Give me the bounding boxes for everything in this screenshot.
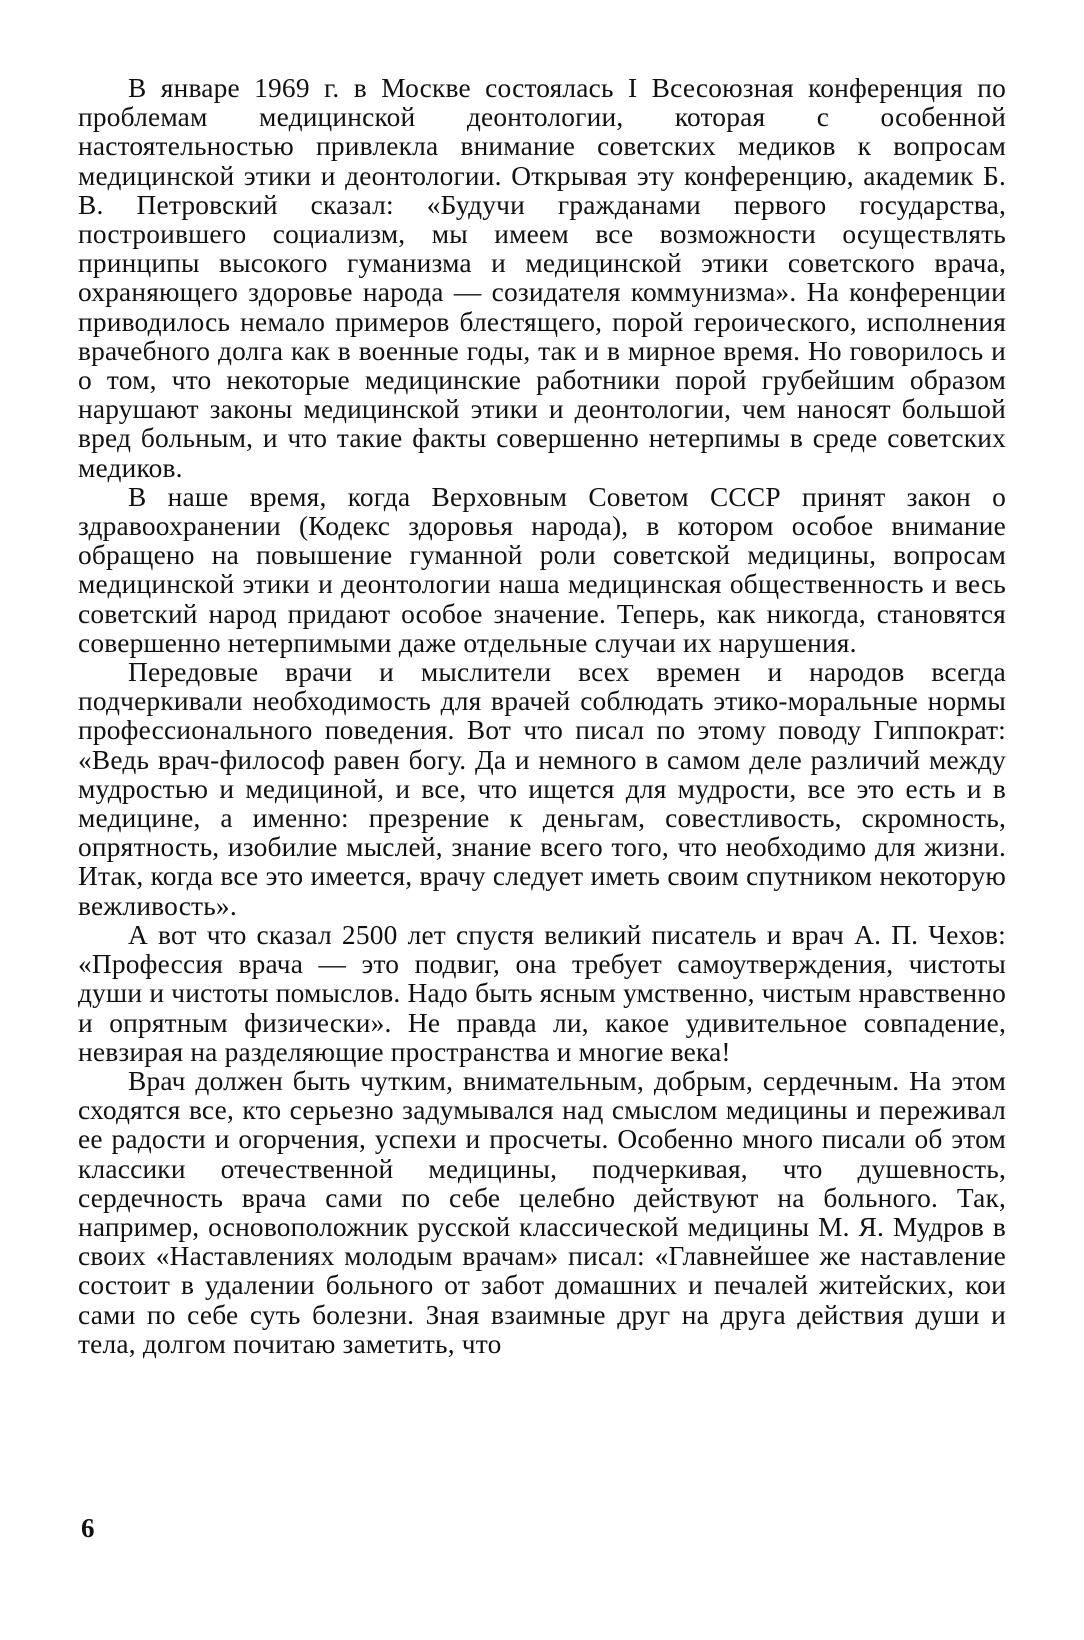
paragraph-3: Передовые врачи и мыслители всех времен и народов всегда подчеркивали необходимость для врачей соблюдать этико-моральные нормы профессионального поведения. Вот что писал по этому поводу Гиппократ: «Ведь врач-философ равен богу. Да и немного в самом деле различий между мудростью и медициной, и все, что ищется для мудрости, все это есть и в медицине, а именно: презрение к деньгам, совестливость, скромность, опрятность, изобилие мыслей, знание всего того, что необходимо для жизни. Итак, когда все это имеется, врачу следует иметь своим спутником некоторую вежливость». [78,657,1006,921]
paragraph-1: В январе 1969 г. в Москве состоялась I Всесоюзная конференция по проблемам медицинской деонтологии, которая с особенной настоятельностью привлекла внимание советских медиков к вопросам медицинской этики и деонтологии. Открывая эту конференцию, академик Б. В. Петровский сказал: «Будучи гражданами первого государства, построившего социализм, мы имеем все возможности осуществлять принципы высокого гуманизма и медицинской этики советского врача, охраняющего здоровье народа — созидателя коммунизма». На конференции приводилось немало примеров блестящего, порой героического, исполнения врачебного долга как в военные годы, так и в мирное время. Но говорилось и о том, что некоторые медицинские работники порой грубейшим образом нарушают законы медицинской этики и деонтологии, чем наносят большой вред больным, и что такие факты совершенно нетерпимы в среде советских медиков. [78,73,1006,483]
paragraph-2: В наше время, когда Верховным Советом СССР принят закон о здравоохранении (Кодекс здоровья народа), в котором особое внимание обращено на повышение гуманной роли советской медицины, вопросам медицинской этики и деонтологии наша медицинская общественность и весь советский народ придают особое значение. Теперь, как никогда, становятся совершенно нетерпимыми даже отдельные случаи их нарушения. [78,481,1006,658]
paragraph-5: Врач должен быть чутким, внимательным, добрым, сердечным. На этом сходятся все, кто серьезно задумывался над смыслом медицины и переживал ее радости и огорчения, успехи и просчеты. Особенно много писали об этом классики отечественной медицины, подчеркивая, что душевность, сердечность врача сами по себе целебно действуют на больного. Так, например, основоположник русской классической медицины М. Я. Мудров в своих «Наставлениях молодым врачам» писал: «Главнейшее же наставление состоит в удалении больного от забот домашних и печалей житейских, кои сами по себе суть болезни. Зная взаимные друг на друга действия души и тела, долгом почитаю заметить, что [78,1065,1006,1359]
page-body [78,74,1006,1359]
paragraph-4: А вот что сказал 2500 лет спустя великий писатель и врач А. П. Чехов: «Профессия врача — это подвиг, она требует самоутверждения, чистоты души и чистоты помыслов. Надо быть ясным умственно, чистым нравственно и опрятным физически». Не правда ли, какое удивительное совпадение, невзирая на разделяющие пространства и многие века! [78,919,1006,1067]
page-number: 6 [81,1513,95,1543]
